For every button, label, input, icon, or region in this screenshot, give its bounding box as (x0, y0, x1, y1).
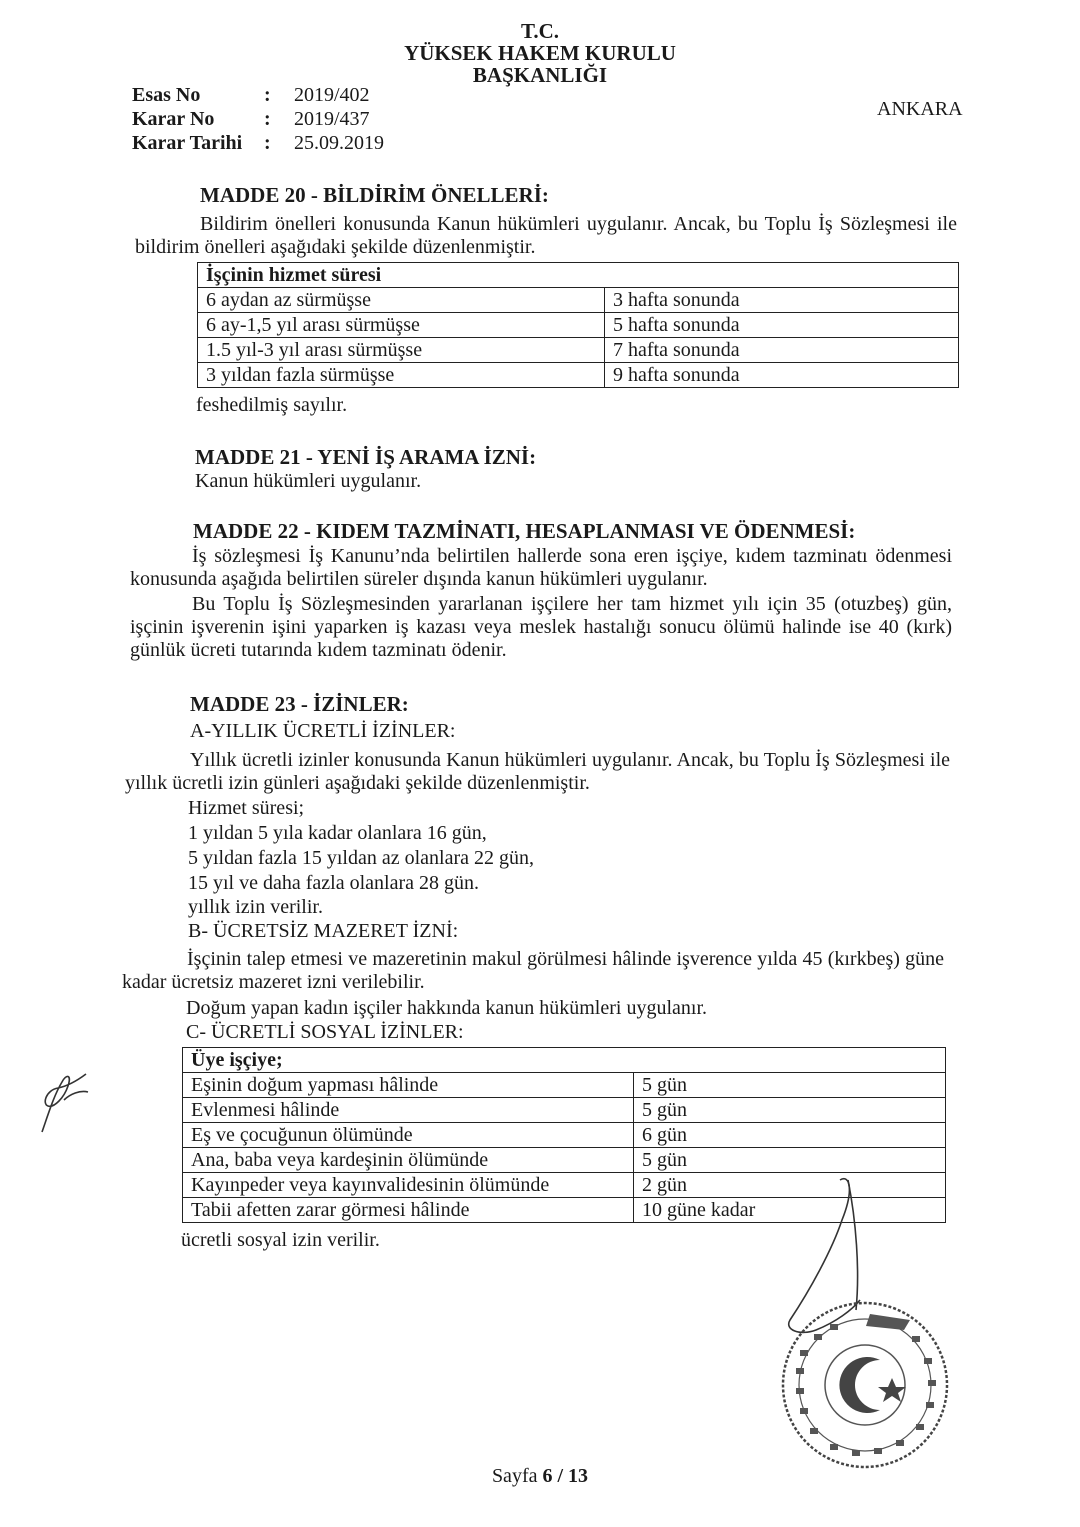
section-a-paragraph: Yıllık ücretli izinler konusunda Kanun hükümleri uygulanır. Ancak, bu Toplu İş Sözleşmesi ile yıllık ücretli izin günleri aşağıdaki şekilde düzenlenmiştir. (125, 749, 950, 794)
table-cell-reason: Eşinin doğum yapması hâlinde (183, 1073, 634, 1098)
article-23-title: MADDE 23 - İZİNLER: (190, 692, 409, 716)
notice-period-table (197, 262, 959, 388)
meta-colon: : (264, 108, 271, 130)
section-a-line: 5 yıldan fazla 15 yıldan az olanlara 22 gün, (188, 847, 534, 869)
meta-colon: : (264, 132, 271, 154)
section-b-paragraph-2: Doğum yapan kadın işçiler hakkında kanun hükümleri uygulanır. (186, 997, 707, 1019)
table-row (198, 338, 959, 363)
table-cell-reason: Ana, baba veya kardeşinin ölümünde (183, 1148, 634, 1173)
table-cell-reason: Kayınpeder veya kayınvalidesinin ölümünde (183, 1173, 634, 1198)
meta-label: Karar No (132, 108, 215, 130)
meta-row-tarih (132, 132, 384, 156)
article-22-paragraph-1: İş sözleşmesi İş Kanunu’nda belirtilen hallerde sona eren işçiye, kıdem tazminatı ödenmesi konusunda aşağıda belirtilen süreler dışında kanun hükümleri uygulanır. (130, 545, 952, 590)
margin-initial-signature (28, 1060, 98, 1140)
header-presidency: BAŞKANLIĞI (472, 63, 608, 87)
table-cell-duration: 6 aydan az sürmüşse (198, 288, 605, 313)
section-a-title: A-YILLIK ÜCRETLİ İZİNLER: (190, 720, 456, 742)
section-b-paragraph: İşçinin talep etmesi ve mazeretinin makul görülmesi hâlinde işverence yılda 45 (kırkbeş) güne kadar ücretsiz mazeret izni verilebilir. (122, 948, 944, 993)
table-cell-reason: Tabii afetten zarar görmesi hâlinde (183, 1198, 634, 1223)
table-cell-days: 5 gün (634, 1148, 946, 1173)
meta-row-karar (132, 108, 370, 132)
header-institution: YÜKSEK HAKEM KURULU (404, 41, 676, 65)
table-cell-notice: 5 hafta sonunda (605, 313, 959, 338)
meta-value: 2019/437 (294, 108, 370, 130)
article-20-paragraph: Bildirim önelleri konusunda Kanun hükümleri uygulanır. Ancak, bu Toplu İş Sözleşmesi ile bildirim önelleri aşağıdaki şekilde düzenlenmiştir. (135, 213, 957, 258)
table-cell-duration: 1.5 yıl-3 yıl arası sürmüşse (198, 338, 605, 363)
table-cell-notice: 3 hafta sonunda (605, 288, 959, 313)
table-header-cell: Üye işçiye; (183, 1048, 946, 1073)
article-22-title: MADDE 22 - KIDEM TAZMİNATI, HESAPLANMASI VE ÖDENMESİ: (193, 519, 856, 543)
section-a-line: yıllık izin verilir. (188, 896, 323, 918)
section-a-line: 15 yıl ve daha fazla olanlara 28 gün. (188, 872, 479, 894)
table-cell-days: 2 gün (634, 1173, 946, 1198)
page-current: 6 (542, 1465, 553, 1487)
section-b-title: B- ÜCRETSİZ MAZERET İZNİ: (188, 920, 459, 942)
meta-value: 25.09.2019 (294, 132, 384, 154)
section-a-line: Hizmet süresi; (188, 797, 305, 819)
header-tc: T.C. (520, 19, 560, 43)
meta-value: 2019/402 (294, 84, 370, 106)
table-cell-reason: Evlenmesi hâlinde (183, 1098, 634, 1123)
table-cell-notice: 9 hafta sonunda (605, 363, 959, 388)
article-21-paragraph: Kanun hükümleri uygulanır. (195, 470, 422, 492)
table-cell-days: 5 gün (634, 1098, 946, 1123)
section-c-closing: ücretli sosyal izin verilir. (181, 1229, 380, 1251)
table-cell-reason: Eş ve çocuğunun ölümünde (183, 1123, 634, 1148)
table-cell-days: 10 güne kadar (634, 1198, 946, 1223)
table-row (183, 1073, 946, 1098)
table-header-cell: İşçinin hizmet süresi (198, 263, 959, 288)
article-20-closing: feshedilmiş sayılır. (196, 394, 348, 416)
table-row (198, 363, 959, 388)
table-cell-duration: 6 ay-1,5 yıl arası sürmüşse (198, 313, 605, 338)
meta-label: Karar Tarihi (132, 132, 243, 154)
table-row (198, 313, 959, 338)
article-22-paragraph-2: Bu Toplu İş Sözleşmesinden yararlanan işçilere her tam hizmet yılı için 35 (otuzbeş) gün, işçinin işverenin işini yaparken iş kazası veya meslek hastalığı sonucu ölümü halinde ise 40 (kırk) günlük ücreti tutarında kıdem tazminatı ödenir. (130, 593, 952, 661)
meta-colon: : (264, 84, 271, 106)
table-cell-duration: 3 yıldan fazla sürmüşse (198, 363, 605, 388)
header-city: ANKARA (877, 98, 963, 120)
page-separator: / (557, 1465, 564, 1487)
table-cell-days: 6 gün (634, 1123, 946, 1148)
article-21-title: MADDE 21 - YENİ İŞ ARAMA İZNİ: (195, 445, 537, 469)
section-a-line: 1 yıldan 5 yıla kadar olanlara 16 gün, (188, 822, 487, 844)
table-header-row (183, 1048, 946, 1073)
meta-row-esas (132, 84, 370, 108)
table-cell-days: 5 gün (634, 1073, 946, 1098)
table-header-row (198, 263, 959, 288)
page-prefix: Sayfa (491, 1465, 538, 1487)
section-c-title: C- ÜCRETLİ SOSYAL İZİNLER: (186, 1021, 464, 1043)
page-total: 13 (568, 1465, 589, 1487)
meta-label: Esas No (132, 84, 201, 106)
page-number (0, 1465, 1080, 1488)
table-row (198, 288, 959, 313)
article-20-title: MADDE 20 - BİLDİRİM ÖNELLERİ: (200, 183, 549, 207)
case-meta (132, 84, 384, 156)
table-row (183, 1098, 946, 1123)
table-row (183, 1123, 946, 1148)
official-stamp (770, 1290, 960, 1480)
table-cell-notice: 7 hafta sonunda (605, 338, 959, 363)
